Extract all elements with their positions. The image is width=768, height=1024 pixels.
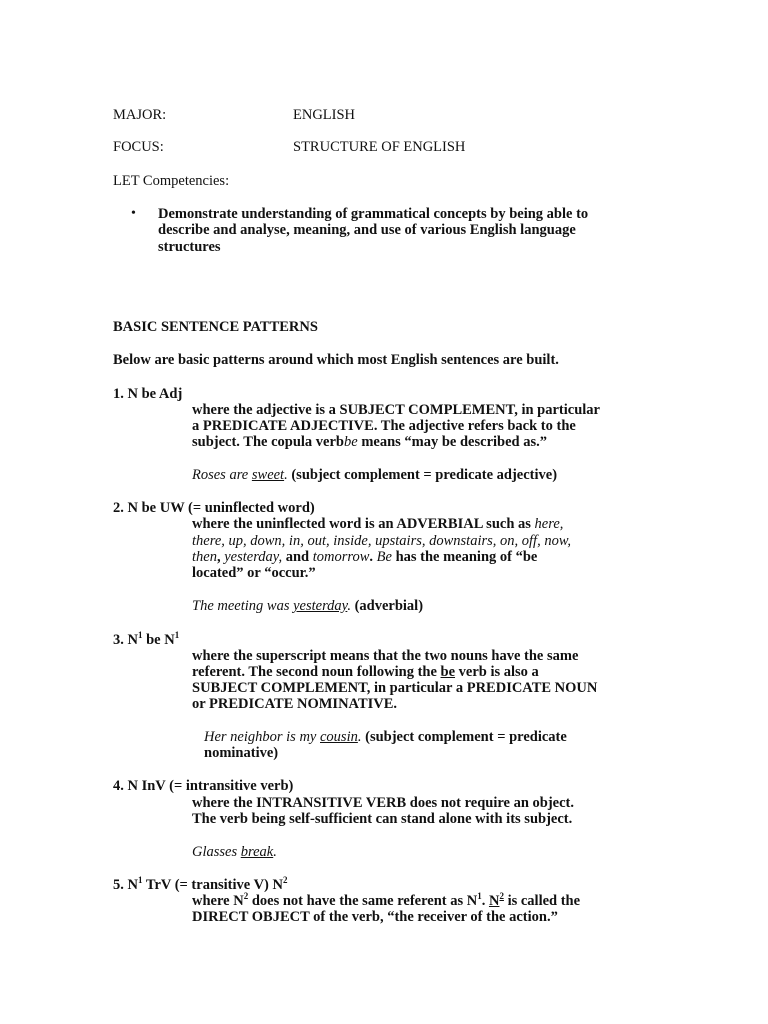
competency-line-2: describe and analyse, meaning, and use of various English language	[158, 222, 576, 238]
pattern-3-line-1: where the superscript means that the two nouns have the same	[192, 648, 579, 664]
pattern-1-example: Roses are sweet. (subject complement = predicate adjective)	[192, 467, 558, 483]
pattern-5-line-1: where $N^2$ does not have the same referent as $N^1$. $N^2$ is called the	[192, 891, 581, 909]
pattern-3-line-2: referent. The second noun following the be verb is also a	[192, 664, 539, 680]
pattern-1-line-3: subject. The copula verbbe means “may be described as.”	[192, 434, 547, 450]
competencies-label: LET Competencies:	[113, 173, 230, 189]
pattern-2-heading: 2. N be UW (= uninflected word)	[113, 500, 315, 516]
pattern-3-line-4: or PREDICATE NOMINATIVE.	[192, 696, 398, 712]
major-value: ENGLISH	[293, 107, 356, 123]
pattern-3-example: Her neighbor is my cousin. (subject complement = predicate	[204, 729, 567, 745]
focus-label: FOCUS:	[113, 139, 164, 155]
pattern-2-line-2: there, up, down, in, out, inside, upstairs, downstairs, on, off, now,	[192, 533, 572, 549]
pattern-4-heading: 4. N InV (= intransitive verb)	[113, 778, 294, 794]
section-intro: Below are basic patterns around which most English sentences are built.	[113, 352, 559, 368]
section-title: BASIC SENTENCE PATTERNS	[113, 319, 318, 335]
pattern-3-heading: 3. $N^1$ be $N^1$	[113, 630, 180, 648]
pattern-1-line-1: where the adjective is a SUBJECT COMPLEMENT, in particular	[192, 402, 600, 418]
pattern-3-example-cont: nominative)	[204, 745, 279, 761]
pattern-2-line-3: then, yesterday, and tomorrow. Be has the meaning of “be	[192, 549, 538, 565]
pattern-3-line-3: SUBJECT COMPLEMENT, in particular a PREDICATE NOUN	[192, 680, 598, 696]
pattern-4-line-1: where the INTRANSITIVE VERB does not require an object.	[192, 795, 574, 811]
pattern-1-heading: 1. N be Adj	[113, 386, 183, 402]
major-label: MAJOR:	[113, 107, 167, 123]
pattern-4-example: Glasses break.	[192, 844, 277, 860]
pattern-2-line-1: where the uninflected word is an ADVERBIAL such as here,	[192, 516, 564, 532]
pattern-4-line-2: The verb being self-sufficient can stand alone with its subject.	[192, 811, 573, 827]
bullet-icon: •	[131, 206, 136, 221]
pattern-2-example: The meeting was yesterday. (adverbial)	[192, 598, 424, 614]
pattern-2-line-4: located” or “occur.”	[192, 565, 316, 581]
pattern-1-line-2: a PREDICATE ADJECTIVE. The adjective refers back to the	[192, 418, 576, 434]
competency-line-3: structures	[158, 239, 221, 255]
focus-value: STRUCTURE OF ENGLISH	[293, 139, 466, 155]
pattern-5-heading: 5. $N^1$ TrV (= transitive V) $N^2$	[113, 875, 288, 893]
competency-line-1: Demonstrate understanding of grammatical concepts by being able to	[158, 206, 589, 222]
pattern-5-line-2: DIRECT OBJECT of the verb, “the receiver of the action.”	[192, 909, 558, 925]
